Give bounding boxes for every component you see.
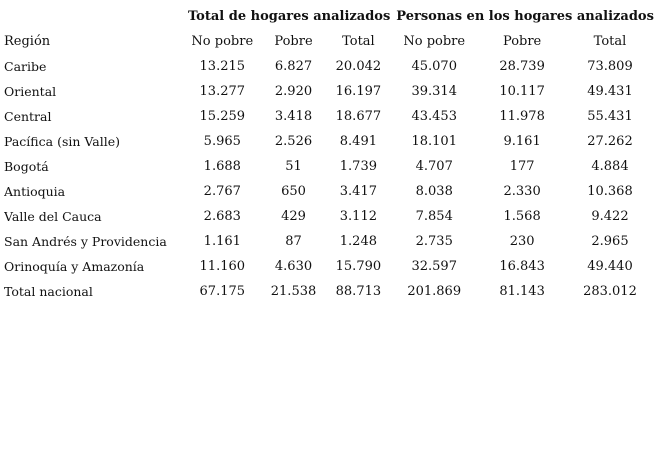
- value-cell: 2.526: [274, 134, 313, 149]
- value-cell: 11.160: [199, 259, 246, 274]
- value-cell: 8.491: [339, 134, 377, 149]
- value-cell: 3.418: [274, 109, 313, 124]
- value-cell: 1.568: [503, 209, 541, 224]
- value-cell: 4.707: [415, 159, 453, 174]
- value-cell: 4.884: [591, 159, 629, 174]
- value-cell: 6.827: [274, 59, 313, 74]
- value-cell: 201.869: [407, 284, 462, 299]
- region-cell: Valle del Cauca: [4, 209, 102, 224]
- value-cell: 9.161: [503, 134, 541, 149]
- region-cell: Pacífica (sin Valle): [4, 134, 120, 149]
- table-row-total: [4, 279, 654, 304]
- value-cell: 2.920: [274, 84, 313, 99]
- region-cell: Caribe: [4, 59, 47, 74]
- value-cell: 5.965: [203, 134, 241, 149]
- value-cell: 2.965: [591, 234, 629, 249]
- table-row: [4, 54, 654, 79]
- value-cell: 1.688: [203, 159, 241, 174]
- persons-group-header: Personas en los hogares analizados: [396, 9, 654, 24]
- value-cell: 2.683: [203, 209, 241, 224]
- households-not-poor-header: No pobre: [191, 34, 254, 49]
- table-body: [4, 54, 654, 304]
- region-cell: Bogotá: [4, 159, 49, 174]
- value-cell: 15.259: [199, 109, 246, 124]
- value-cell: 15.790: [335, 259, 382, 274]
- value-cell: 10.117: [499, 84, 545, 99]
- value-cell: 18.101: [411, 134, 457, 149]
- table-row: [4, 129, 654, 154]
- value-cell: 230: [509, 234, 535, 249]
- value-cell: 8.038: [415, 184, 453, 199]
- value-cell: 1.739: [339, 159, 377, 174]
- region-column-header: Región: [4, 34, 51, 49]
- region-cell: Oriental: [4, 84, 57, 99]
- value-cell: 88.713: [335, 284, 382, 299]
- value-cell: 67.175: [199, 284, 246, 299]
- value-cell: 3.417: [339, 184, 377, 199]
- value-cell: 1.161: [203, 234, 241, 249]
- value-cell: 177: [509, 159, 535, 174]
- value-cell: 1.248: [339, 234, 377, 249]
- value-cell: 49.440: [587, 259, 633, 274]
- table-row: [4, 179, 654, 204]
- value-cell: 283.012: [583, 284, 637, 299]
- value-cell: 2.330: [503, 184, 541, 199]
- value-cell: 32.597: [411, 259, 457, 274]
- value-cell: 73.809: [587, 59, 633, 74]
- table-row: [4, 204, 654, 229]
- value-cell: 27.262: [587, 134, 633, 149]
- table-row: [4, 79, 654, 104]
- value-cell: 21.538: [270, 284, 317, 299]
- group-header-row: [4, 4, 654, 29]
- region-cell: Orinoquía y Amazonía: [4, 259, 145, 274]
- value-cell: 7.854: [415, 209, 453, 224]
- table-row: [4, 104, 654, 129]
- value-cell: 20.042: [335, 59, 382, 74]
- table-row: [4, 254, 654, 279]
- value-cell: 55.431: [587, 109, 633, 124]
- persons-not-poor-header: No pobre: [403, 34, 466, 49]
- column-header-row: [4, 29, 654, 54]
- value-cell: 16.197: [335, 84, 382, 99]
- value-cell: 9.422: [591, 209, 629, 224]
- value-cell: 2.735: [415, 234, 453, 249]
- value-cell: 3.112: [339, 209, 377, 224]
- region-cell: San Andrés y Providencia: [4, 234, 167, 249]
- poverty-table: [4, 4, 654, 304]
- value-cell: 49.431: [587, 84, 633, 99]
- households-group-header: Total de hogares analizados: [188, 9, 391, 24]
- value-cell: 13.215: [199, 59, 246, 74]
- table-row: [4, 154, 654, 179]
- value-cell: 10.368: [587, 184, 633, 199]
- persons-total-header: Total: [593, 34, 627, 49]
- value-cell: 16.843: [499, 259, 545, 274]
- table-row: [4, 229, 654, 254]
- value-cell: 11.978: [499, 109, 545, 124]
- households-total-header: Total: [342, 34, 375, 49]
- value-cell: 650: [281, 184, 306, 199]
- region-cell: Total nacional: [4, 284, 93, 299]
- households-poor-header: Pobre: [274, 34, 313, 49]
- value-cell: 4.630: [274, 259, 313, 274]
- value-cell: 429: [281, 209, 306, 224]
- value-cell: 39.314: [411, 84, 457, 99]
- persons-poor-header: Pobre: [502, 34, 542, 49]
- region-cell: Central: [4, 109, 52, 124]
- value-cell: 45.070: [411, 59, 457, 74]
- value-cell: 81.143: [499, 284, 545, 299]
- value-cell: 87: [285, 234, 302, 249]
- value-cell: 18.677: [335, 109, 382, 124]
- group-header-spacer: [4, 4, 184, 29]
- region-cell: Antioquia: [4, 184, 66, 199]
- value-cell: 2.767: [203, 184, 241, 199]
- value-cell: 43.453: [411, 109, 457, 124]
- value-cell: 28.739: [499, 59, 545, 74]
- value-cell: 13.277: [199, 84, 246, 99]
- value-cell: 51: [285, 159, 302, 174]
